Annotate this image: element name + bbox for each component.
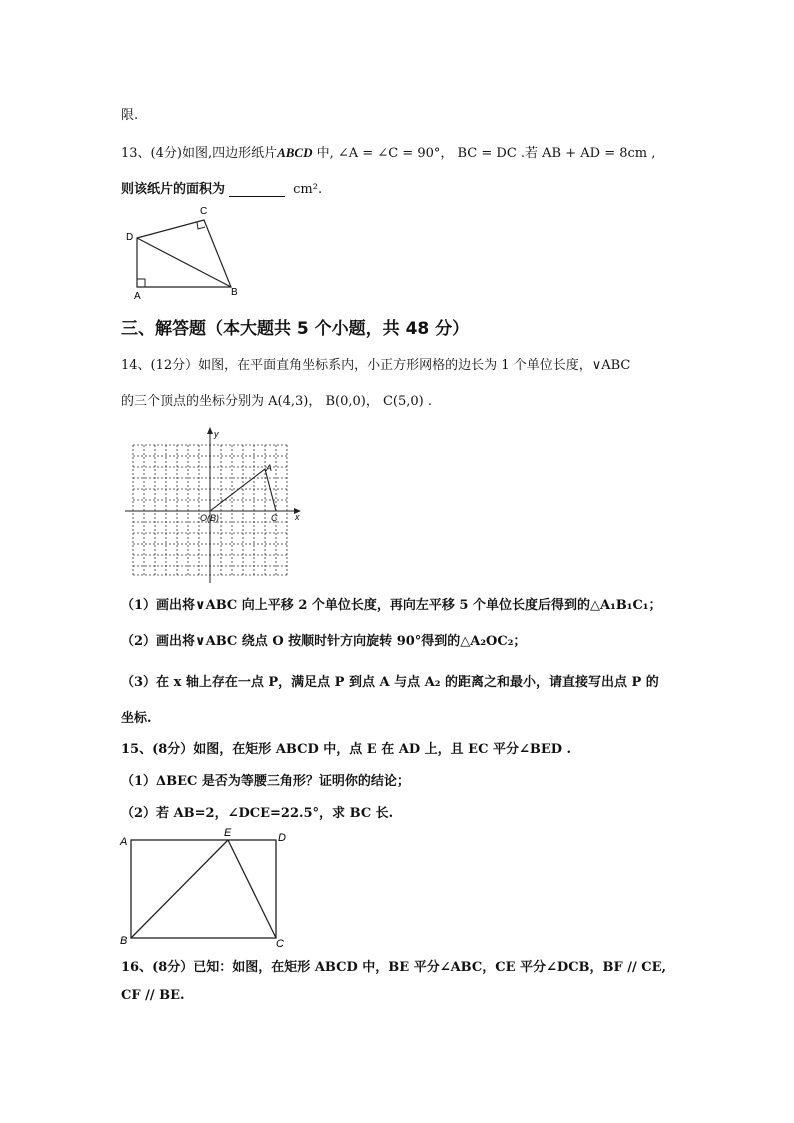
- vertex-c-label: C: [276, 938, 284, 950]
- vertex-a-label: A: [134, 291, 141, 300]
- y-axis-label: y: [214, 429, 219, 439]
- vertex-a-label: A: [120, 836, 128, 848]
- question-15-line-1: 15、(8分）如图，在矩形 ABCD 中，点 E 在 AD 上，且 EC 平分∠BED .: [121, 742, 572, 757]
- vertex-e-label: E: [224, 827, 232, 839]
- vertex-c-label: C: [200, 206, 208, 217]
- vertex-b-label: B: [120, 935, 128, 947]
- q13-text-cont: 中, ∠A = ∠C = 90°， BC = DC .若 AB + AD = 8cm ,: [312, 146, 656, 161]
- text-line: 限.: [121, 108, 139, 123]
- figure-15-rectangle: [115, 823, 295, 951]
- point-a-label: A: [266, 463, 273, 473]
- vertex-b-label: B: [231, 287, 238, 298]
- q13-text: 13、(4分)如图,四边形纸片: [121, 146, 278, 161]
- section-heading: 三、解答题（本大题共 5 个小题，共 48 分）: [121, 319, 470, 339]
- y-axis-arrow-icon: [207, 427, 213, 434]
- q13-unit: cm².: [289, 182, 323, 197]
- vertex-d-label: D: [126, 232, 134, 243]
- question-14-line-2: 的三个顶点的坐标分别为 A(4,3)， B(0,0)， C(5,0) .: [121, 394, 433, 409]
- question-14-part-1: （1）画出将∨ABC 向上平移 2 个单位长度，再向左平移 5 个单位长度后得到的△A₁B₁C₁；: [121, 598, 662, 613]
- vertex-d-label: D: [278, 832, 286, 844]
- question-14-part-3: （3）在 x 轴上存在一点 P，满足点 P 到点 A 与点 A₂ 的距离之和最小，请直接写出点 P 的: [121, 675, 659, 690]
- figure-14-coordinate-grid: [125, 425, 310, 585]
- origin-label: O(B): [200, 513, 219, 523]
- question-15-part-1: （1）ΔBEC 是否为等腰三角形？证明你的结论；: [121, 774, 410, 789]
- question-16-line-1: 16、(8分）已知：如图，在矩形 ABCD 中，BE 平分∠ABC，CE 平分∠DCB，BF // CE,: [121, 960, 667, 975]
- question-14-line-1: 14、(12分）如图，在平面直角坐标系内，小正方形网格的边长为 1 个单位长度，∨ABC: [121, 358, 631, 373]
- question-13-line-2: [121, 178, 322, 197]
- point-c-label: C: [271, 513, 278, 523]
- figure-13-quadrilateral: [120, 200, 250, 300]
- question-16-line-2: CF // BE.: [121, 988, 185, 1003]
- question-13-line-1: [121, 142, 655, 161]
- q13-shape-name: ABCD: [277, 145, 313, 160]
- question-14-part-3-cont: 坐标.: [121, 711, 152, 726]
- question-14-part-2: （2）画出将∨ABC 绕点 O 按顺时针方向旋转 90°得到的△A₂OC₂；: [121, 634, 527, 649]
- x-axis-label: x: [295, 512, 300, 522]
- answer-blank[interactable]: [229, 184, 285, 197]
- q13-prompt: 则该纸片的面积为: [121, 182, 226, 197]
- question-15-part-2: （2）若 AB=2，∠DCE=22.5°，求 BC 长.: [121, 806, 394, 821]
